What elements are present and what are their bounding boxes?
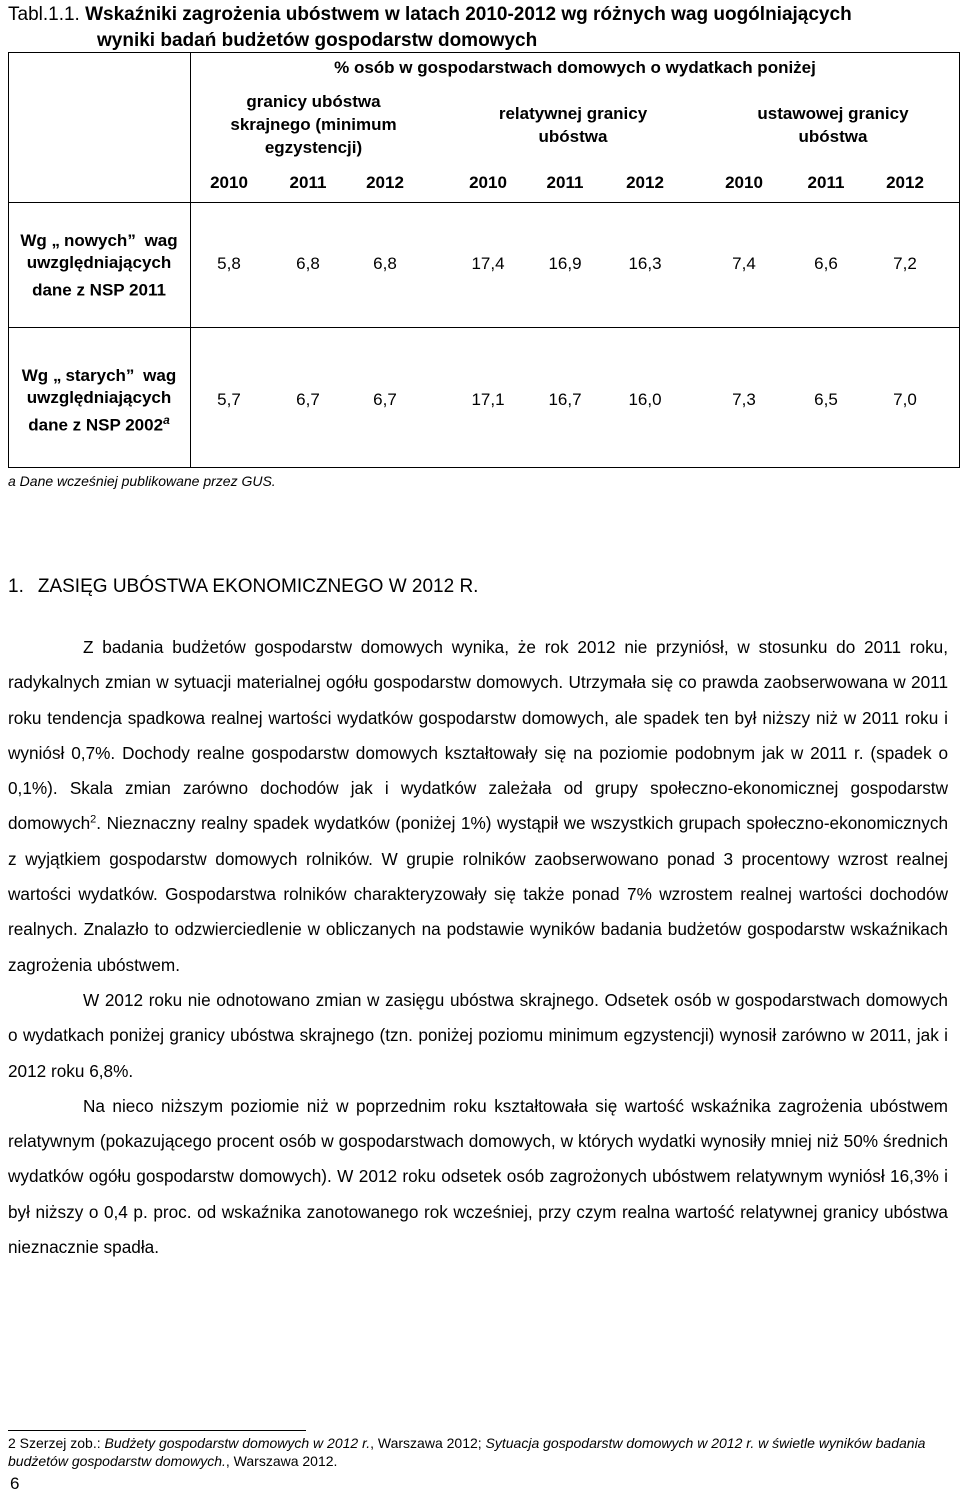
paragraph-1-part-2: . Nieznaczny realny spadek wydatków (poniżej 1%) wystąpił we wszystkich grupach społeczno-ekonomicznych z wyjątkiem gospodarstw domowych rolników. W grupie rolników zaobserwowano ponad 3 procentowy wzrost realnej wartości wydatków. Gospodarstwa rolników charakteryzowały się także ponad 7% wzrostem realnej wartości dochodów realnych. Znalazło to odzwierciedlenie w obliczanych na podstawie wyników badania budżetów gospodarstw wskaźnikach zagrożenia ubóstwem. — [8, 813, 948, 975]
table-border-top — [8, 52, 960, 53]
year-header: 2011 — [807, 173, 845, 192]
super-header: % osób w gospodarstwach domowych o wydatkach poniżej — [334, 58, 816, 77]
table-cell: 17,1 — [471, 390, 505, 409]
group-header-statutory-line-2: ubóstwa — [798, 127, 868, 146]
row-label-line-3 — [13, 274, 185, 302]
table-cell: 6,8 — [373, 254, 397, 273]
page-number: 6 — [10, 1474, 20, 1493]
row-label-part: wag — [144, 231, 178, 250]
row-label-line-1 — [13, 365, 185, 387]
row-label-quote-close: ” — [125, 366, 133, 385]
group-header-extreme-line-1: granicy ubóstwa — [246, 92, 381, 111]
footnote-title-2: Sytuacja gospodarstw domowych w 2012 r. w świetle wyników badania budżetów gospodarstw domowych. — [8, 1435, 926, 1469]
table-title-line-1 — [8, 2, 958, 28]
table-header-divider — [8, 202, 960, 203]
table-cell: 16,7 — [548, 390, 582, 409]
table-cell: 6,6 — [814, 254, 838, 273]
row-label-old-weights — [13, 365, 185, 437]
row-label-part: Wg — [20, 231, 47, 250]
year-header: 2012 — [886, 173, 924, 192]
group-header-relative — [448, 102, 698, 148]
table-cell: 5,8 — [217, 254, 241, 273]
section-heading — [8, 574, 478, 600]
table-title — [8, 2, 958, 54]
footnote-separator — [8, 1430, 306, 1431]
row-label-superscript: a — [163, 413, 170, 427]
row-label-part: dane z NSP 2002 — [28, 415, 164, 435]
year-header: 2010 — [210, 173, 248, 192]
body-text — [8, 630, 948, 1265]
footnote-mid: , Warszawa 2012; — [370, 1435, 486, 1451]
row-label-part: wag — [143, 366, 177, 385]
paragraph-1-part-1: Z badania budżetów gospodarstw domowych wynika, że rok 2012 nie przyniósł, w stosunku do 2011 roku, radykalnych zmian w sytuacji materialnej ogółu gospodarstw domowych. Utrzymała się co prawda zaobserwowana w 2011 roku tendencja spadkowa realnej wartości wydatków gospodarstw domowych, ale spadek ten był niższy niż w 2011 roku i wyniósł 0,7%. Dochody realne gospodarstw domowych kształtowały się na poziomie podobnym jak w 2011 r. (spadek o 0,1%). Skala zmian zarówno dochodów jak i wydatków zależała od grupy społeczno-ekonomicznej gospodarstw domowych — [8, 637, 948, 834]
table-cell: 7,2 — [893, 254, 917, 273]
group-header-relative-line-2: ubóstwa — [538, 127, 608, 146]
table-title-line-2 — [8, 28, 958, 54]
table-cell: 6,8 — [296, 254, 320, 273]
row-label-part: dane z NSP 2011 — [32, 280, 166, 300]
table-cell: 7,0 — [893, 390, 917, 409]
group-header-extreme-line-2: skrajnego (minimum — [230, 115, 397, 134]
footnote-prefix: 2 Szerzej zob.: — [8, 1435, 105, 1451]
row-label-line-2: uwzględniających — [26, 388, 172, 407]
table-cell: 6,7 — [296, 390, 320, 409]
table-note: a Dane wcześniej publikowane przez GUS. — [8, 473, 276, 489]
table-cell: 16,0 — [628, 390, 662, 409]
table-cell: 6,5 — [814, 390, 838, 409]
poverty-indicators-table — [8, 52, 960, 468]
table-cell: 5,7 — [217, 390, 241, 409]
footnote — [8, 1434, 948, 1470]
year-header: 2011 — [289, 173, 327, 192]
footnote-suffix: , Warszawa 2012. — [225, 1453, 338, 1469]
paragraph-3: Na nieco niższym poziomie niż w poprzednim roku kształtowała się wartość wskaźnika zagrożenia ubóstwem relatywnym (pokazującego procent osób w gospodarstwach domowych, w których wydatki wynosiły mniej niż 50% średnich wydatków ogółu gospodarstw domowych). W 2012 roku odsetek osób zagrożonych ubóstwem relatywnym wyniósł 16,3% i był niższy o 0,4 p. proc. od wskaźnika zanotowanego rok wcześniej, przy czym realna wartość relatywnej granicy ubóstwa nieznacznie spadła. — [8, 1095, 948, 1258]
table-cell: 16,3 — [628, 254, 662, 273]
group-header-extreme — [191, 90, 436, 159]
row-label-line-3 — [13, 409, 185, 437]
footnote-title-1: Budżety gospodarstw domowych w 2012 r. — [104, 1435, 371, 1451]
group-header-extreme-line-3: egzystencji) — [264, 138, 363, 157]
table-title-text-2: wyniki badań budżetów gospodarstw domowych — [97, 30, 538, 51]
table-cell: 7,3 — [732, 390, 756, 409]
row-label-new-weights — [13, 230, 185, 302]
paragraph-1 — [8, 630, 948, 983]
table-title-text-1: Wskaźniki zagrożenia ubóstwem w latach 2010-2012 wg różnych wag uogólniających — [85, 4, 852, 25]
group-header-relative-line-1: relatywnej granicy — [498, 104, 648, 123]
row-label-part: starych — [65, 366, 126, 385]
row-label-line-1 — [13, 230, 185, 252]
table-cell: 7,4 — [732, 254, 756, 273]
section-title: ZASIĘG UBÓSTWA EKONOMICZNEGO W 2012 R. — [37, 576, 479, 597]
table-row-divider — [8, 327, 960, 328]
table-cell: 6,7 — [373, 390, 397, 409]
group-header-statutory — [708, 102, 958, 148]
year-header: 2010 — [469, 173, 507, 192]
table-cell: 16,9 — [548, 254, 582, 273]
paragraph-2: W 2012 roku nie odnotowano zmian w zasięgu ubóstwa skrajnego. Odsetek osób w gospodarstwach domowych o wydatkach poniżej granicy ubóstwa skrajnego (tzn. poniżej poziomu minimum egzystencji) wynosił zarówno w 2011, jak i 2012 roku 6,8%. — [8, 989, 948, 1081]
group-header-statutory-line-1: ustawowej granicy — [757, 104, 909, 123]
year-header: 2012 — [626, 173, 664, 192]
year-header: 2011 — [546, 173, 584, 192]
row-label-line-2: uwzględniających — [26, 253, 172, 272]
year-header: 2010 — [725, 173, 763, 192]
year-header: 2012 — [366, 173, 404, 192]
table-border-left — [8, 52, 9, 468]
row-label-quote-open: „ — [51, 231, 59, 250]
section-number: 1. — [8, 576, 24, 597]
row-label-quote-close: ” — [127, 231, 134, 250]
footnote-reference: 2 — [90, 813, 97, 826]
table-caption-prefix: Tabl.1.1. — [8, 4, 80, 25]
row-label-quote-open: „ — [52, 366, 60, 385]
row-label-part: nowych — [64, 231, 128, 250]
table-border-bottom — [8, 467, 960, 468]
table-cell: 17,4 — [471, 254, 505, 273]
row-label-part: Wg — [21, 366, 49, 385]
